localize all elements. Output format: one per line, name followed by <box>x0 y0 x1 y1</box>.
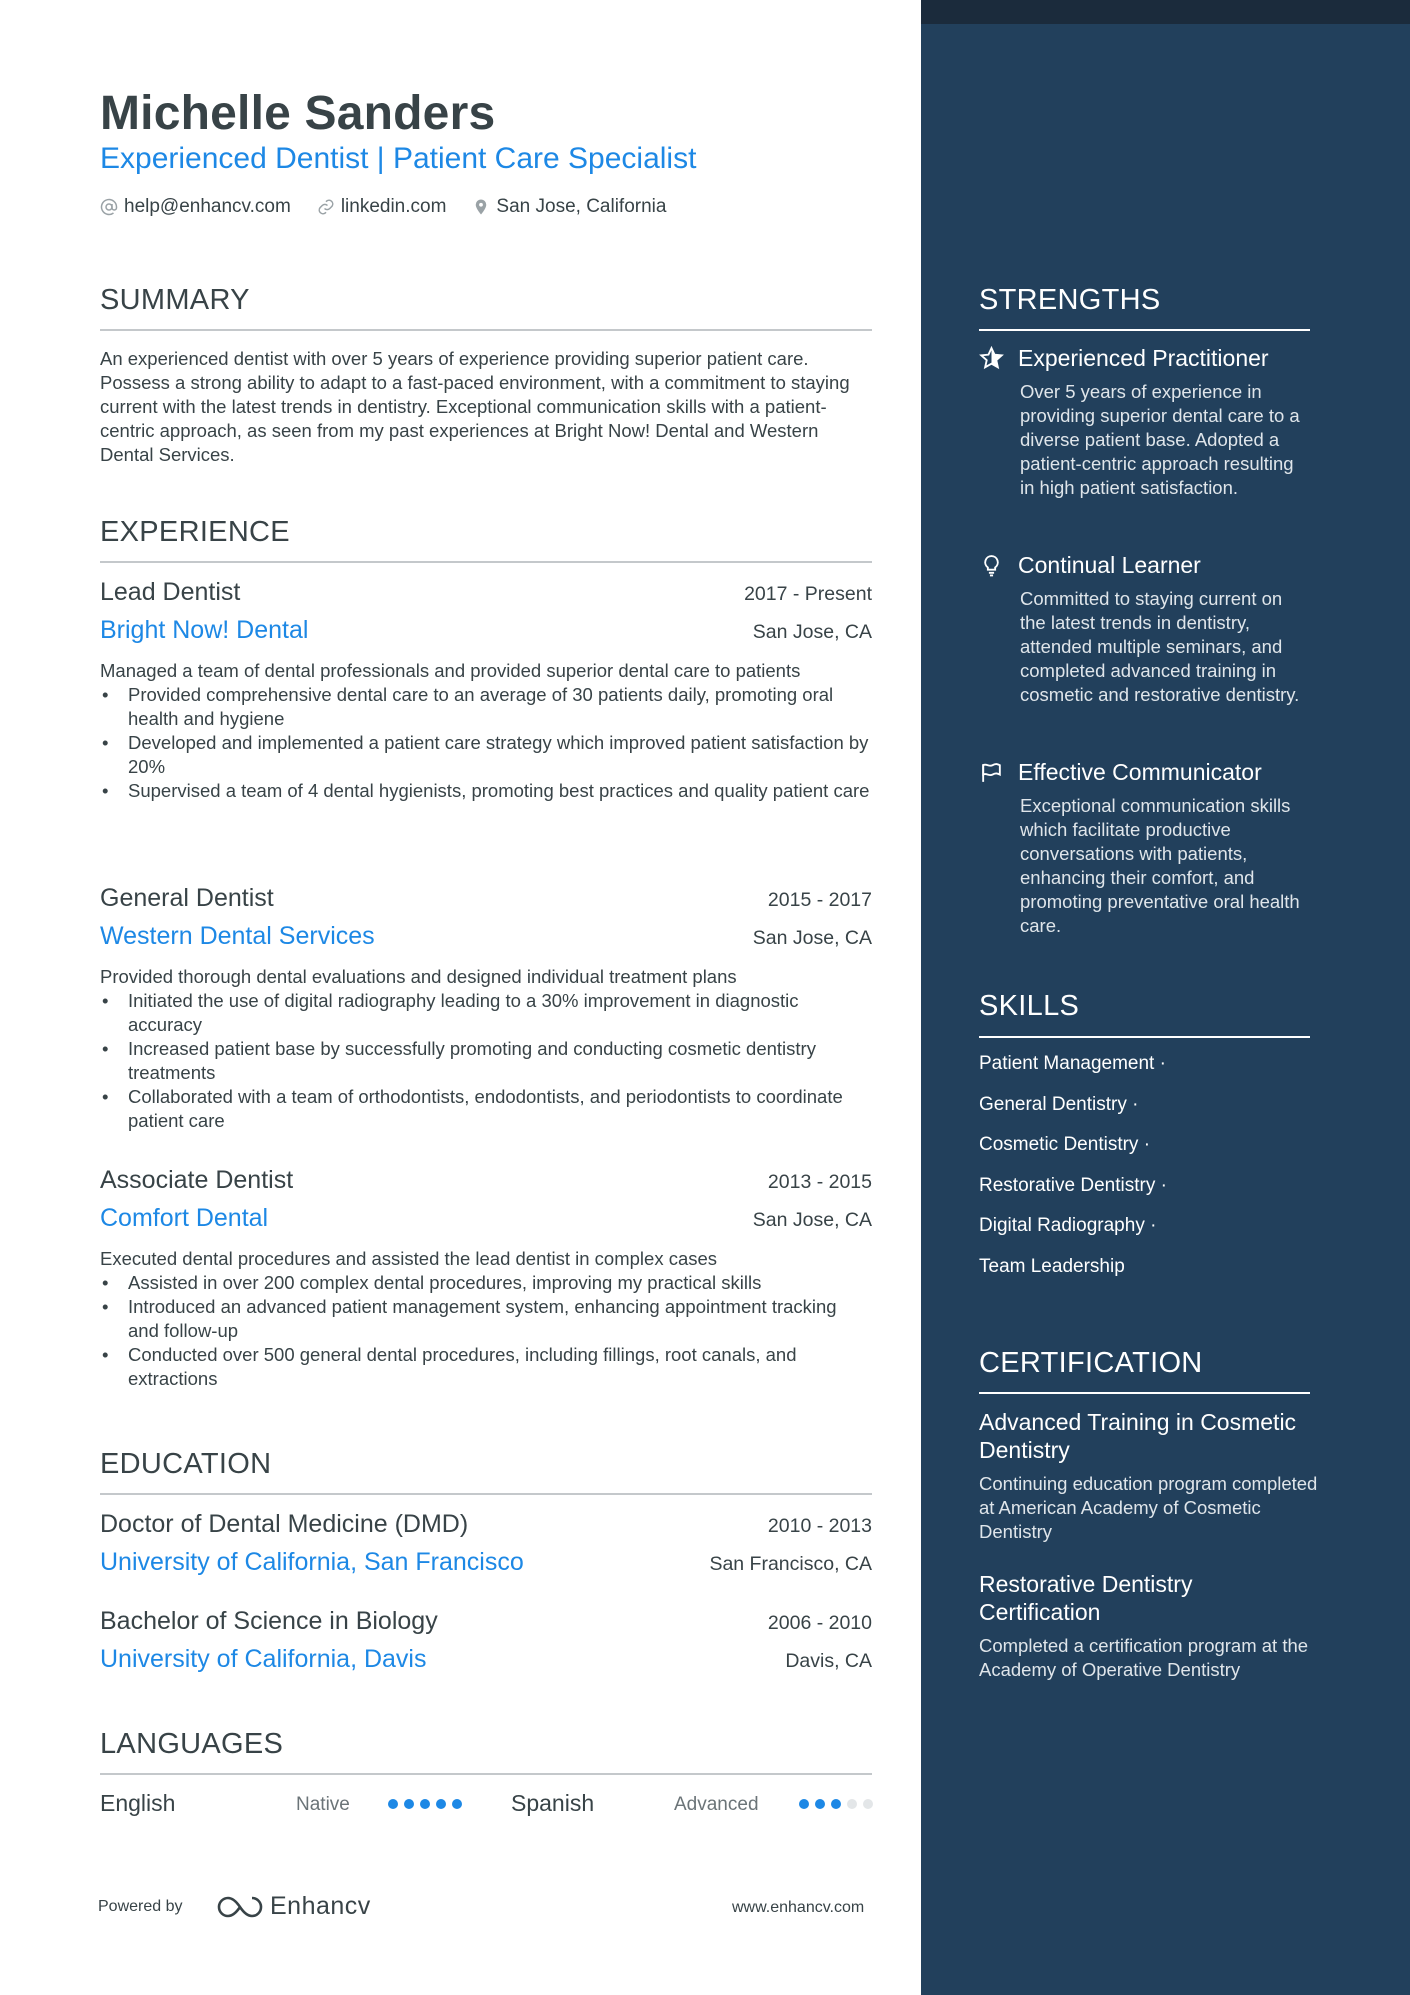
linkedin-text: linkedin.com <box>340 196 447 217</box>
school-name[interactable]: University of California, Davis <box>100 1645 427 1673</box>
skill-item: Team Leadership <box>979 1256 1125 1277</box>
certification-item <box>979 1570 1319 1682</box>
link-icon <box>317 198 335 216</box>
at-icon <box>100 198 118 216</box>
candidate-name: Michelle Sanders <box>100 87 496 140</box>
job-date: 2015 - 2017 <box>767 889 872 911</box>
job-bullet: • Provided comprehensive dental care to an average of 30 patients daily, promoting oral health and hygiene <box>100 683 872 731</box>
strength-description: Over 5 years of experience in providing superior dental care to a diverse patient base. Adopted a patient-centric approach resulting in high patient satisfaction. <box>1020 381 1300 498</box>
job-bullet: • Assisted in over 200 complex dental procedures, improving my practical skills <box>100 1271 872 1295</box>
skill-item: Restorative Dentistry · <box>979 1175 1167 1196</box>
job-bullets <box>100 989 872 1133</box>
job-entry <box>100 884 872 1133</box>
rating-dot-filled <box>436 1799 446 1809</box>
strength-item <box>979 345 1319 500</box>
email-text: help@enhancv.com <box>124 196 291 217</box>
rating-dot-empty <box>847 1799 857 1809</box>
skills-divider <box>979 1036 1310 1038</box>
language-level: Native <box>296 1794 350 1815</box>
school-location: San Francisco, CA <box>709 1553 872 1575</box>
strength-item <box>979 552 1319 707</box>
rating-dot-filled <box>420 1799 430 1809</box>
skills-heading: SKILLS <box>979 990 1080 1022</box>
job-bullet: • Collaborated with a team of orthodontists, endodontists, and periodontists to coordinate patient care <box>100 1085 872 1133</box>
lightbulb-icon <box>979 553 1004 578</box>
degree-date: 2010 - 2013 <box>767 1515 872 1537</box>
skill-item: General Dentistry · <box>979 1094 1139 1115</box>
rating-dot-empty <box>863 1799 873 1809</box>
languages-divider <box>100 1773 872 1775</box>
job-company[interactable]: Western Dental Services <box>100 922 375 950</box>
skill-item: Cosmetic Dentistry · <box>979 1134 1151 1155</box>
strength-title: Effective Communicator <box>1018 759 1262 785</box>
strength-description: Committed to staying current on the latest trends in dentistry, attended multiple seminars, and completed advanced training in cosmetic and restorative dentistry. <box>1020 588 1300 705</box>
degree-date: 2006 - 2010 <box>767 1612 872 1634</box>
job-location: San Jose, CA <box>752 927 872 949</box>
degree-title: Bachelor of Science in Biology <box>100 1607 438 1635</box>
job-bullets <box>100 683 872 803</box>
contact-row <box>100 196 666 218</box>
certification-title: Advanced Training in Cosmetic Dentistry <box>979 1409 1297 1463</box>
summary-text: An experienced dentist with over 5 years of experience providing superior patient care. Possess a strong ability to adapt to a fast-paced environment, with a commitment to staying current with the latest trends in dentistry. Exceptional communication skills with a patient-centric approach, as seen from my past experiences at Bright Now! Dental and Western Dental Services. <box>100 348 850 465</box>
job-bullet: • Increased patient base by successfully promoting and conducting cosmetic dentistry treatments <box>100 1037 872 1085</box>
job-company[interactable]: Comfort Dental <box>100 1204 269 1232</box>
skill-item: Digital Radiography · <box>979 1215 1157 1236</box>
flag-icon <box>979 760 1004 785</box>
job-bullet: • Initiated the use of digital radiography leading to a 30% improvement in diagnostic accuracy <box>100 989 872 1037</box>
education-divider <box>100 1493 872 1495</box>
language-rating <box>388 1799 462 1809</box>
rating-dot-filled <box>799 1799 809 1809</box>
job-title: General Dentist <box>100 884 274 912</box>
languages-heading: LANGUAGES <box>100 1728 284 1760</box>
job-title: Lead Dentist <box>100 578 241 606</box>
rating-dot-filled <box>388 1799 398 1809</box>
certification-divider <box>979 1392 1310 1394</box>
rating-dot-filled <box>831 1799 841 1809</box>
school-location: Davis, CA <box>785 1650 872 1672</box>
experience-divider <box>100 561 872 563</box>
sidebar-top-bar <box>921 0 1410 24</box>
job-description: Managed a team of dental professionals and provided superior dental care to patients <box>100 660 801 681</box>
certification-heading: CERTIFICATION <box>979 1347 1203 1379</box>
rating-dot-filled <box>815 1799 825 1809</box>
job-bullet: • Conducted over 500 general dental procedures, including fillings, root canals, and extractions <box>100 1343 872 1391</box>
contact-location <box>472 196 666 218</box>
contact-email[interactable] <box>100 196 291 218</box>
strength-description: Exceptional communication skills which facilitate productive conversations with patients, enhancing their comfort, and promoting preventative oral health care. <box>1020 795 1300 936</box>
strengths-heading: STRENGTHS <box>979 284 1161 316</box>
certification-title: Restorative Dentistry Certification <box>979 1571 1193 1625</box>
job-location: San Jose, CA <box>752 1209 872 1231</box>
job-description: Executed dental procedures and assisted the lead dentist in complex cases <box>100 1248 718 1269</box>
education-entry <box>100 1510 872 1577</box>
school-name[interactable]: University of California, San Francisco <box>100 1548 524 1576</box>
job-entry <box>100 1166 872 1391</box>
summary-heading: SUMMARY <box>100 284 250 316</box>
job-bullets <box>100 1271 872 1391</box>
certification-item <box>979 1408 1319 1544</box>
summary-divider <box>100 329 872 331</box>
job-bullet: • Supervised a team of 4 dental hygienists, promoting best practices and quality patient care <box>100 779 872 803</box>
job-location: San Jose, CA <box>752 621 872 643</box>
enhancv-logo[interactable] <box>216 1892 371 1921</box>
job-date: 2013 - 2015 <box>767 1171 872 1193</box>
job-bullet: • Introduced an advanced patient management system, enhancing appointment tracking and follow-up <box>100 1295 872 1343</box>
strength-item <box>979 759 1319 938</box>
rating-dot-filled <box>452 1799 462 1809</box>
powered-by-label: Powered by <box>98 1898 183 1915</box>
certification-description: Completed a certification program at the Academy of Operative Dentistry <box>979 1635 1309 1680</box>
education-entry <box>100 1607 872 1674</box>
language-rating <box>799 1799 873 1809</box>
strength-title: Continual Learner <box>1018 552 1201 578</box>
job-bullet: • Developed and implemented a patient care strategy which improved patient satisfaction by 20% <box>100 731 872 779</box>
experience-heading: EXPERIENCE <box>100 516 290 548</box>
job-company[interactable]: Bright Now! Dental <box>100 616 309 644</box>
language-name: English <box>100 1790 176 1816</box>
infinity-logo-icon <box>216 1894 264 1920</box>
certification-description: Continuing education program completed at American Academy of Cosmetic Dentistry <box>979 1473 1318 1542</box>
brand-name: Enhancv <box>270 1892 371 1920</box>
candidate-title: Experienced Dentist | Patient Care Specialist <box>100 142 697 175</box>
skill-item: Patient Management · <box>979 1053 1166 1074</box>
language-level: Advanced <box>674 1794 759 1815</box>
job-title: Associate Dentist <box>100 1166 294 1194</box>
contact-linkedin[interactable] <box>317 196 447 218</box>
job-entry <box>100 578 872 803</box>
job-description: Provided thorough dental evaluations and designed individual treatment plans <box>100 966 737 987</box>
strengths-divider <box>979 329 1310 331</box>
footer-url[interactable]: www.enhancv.com <box>732 1899 865 1916</box>
map-pin-icon <box>472 198 490 216</box>
job-date: 2017 - Present <box>744 583 872 605</box>
education-heading: EDUCATION <box>100 1448 272 1480</box>
strength-title: Experienced Practitioner <box>1018 345 1269 371</box>
star-icon <box>979 346 1004 371</box>
rating-dot-filled <box>404 1799 414 1809</box>
language-name: Spanish <box>511 1790 595 1816</box>
location-text: San Jose, California <box>496 196 667 217</box>
degree-title: Doctor of Dental Medicine (DMD) <box>100 1510 469 1538</box>
